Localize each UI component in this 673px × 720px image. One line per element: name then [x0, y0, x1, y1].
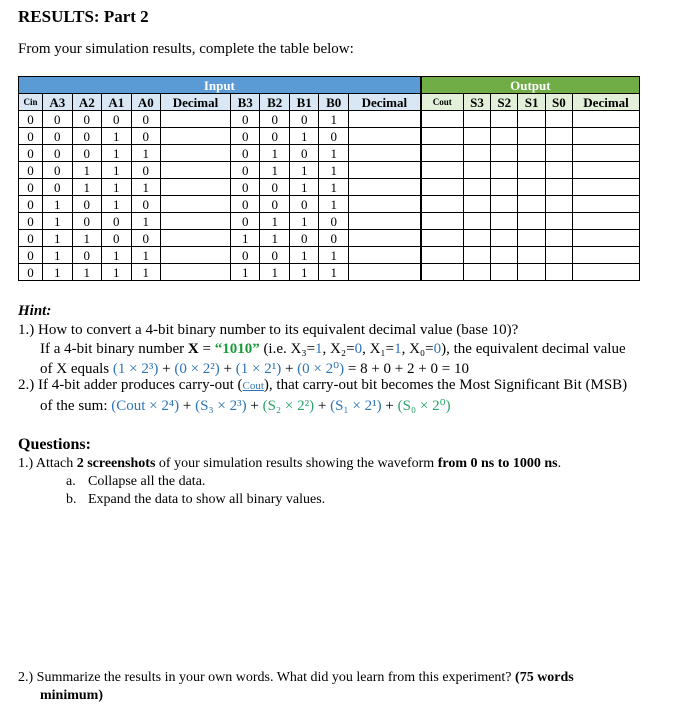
- table-cell: [573, 213, 640, 230]
- table-cell: 1: [319, 111, 349, 128]
- table-cell: 1: [102, 162, 132, 179]
- table-cell: [421, 213, 464, 230]
- hint-item-2-line-1: [18, 377, 627, 394]
- table-cell: [348, 162, 420, 179]
- table-cell: [573, 247, 640, 264]
- hint-sum-term: (S₃ × 2³): [195, 398, 247, 414]
- table-cell: 1: [260, 145, 290, 162]
- hint-title: Hint:: [18, 303, 52, 319]
- table-cell: 1: [72, 179, 102, 196]
- table-cell: [421, 247, 464, 264]
- hint-text: , X₁=: [362, 341, 395, 357]
- table-cell: [573, 179, 640, 196]
- table-cell: 1: [72, 162, 102, 179]
- table-cell: [518, 111, 545, 128]
- table-cell: [161, 145, 231, 162]
- hint-text: , X₀=: [401, 341, 434, 357]
- table-cell: 1: [289, 128, 319, 145]
- sub-text: Collapse all the data.: [88, 474, 206, 489]
- table-cell: [463, 230, 490, 247]
- table-cell: 1: [289, 264, 319, 281]
- hint-text: = 8 + 0 + 2 + 0 = 10: [344, 361, 469, 377]
- table-cell: 1: [289, 179, 319, 196]
- table-row: [19, 213, 640, 230]
- questions-title: Questions:: [18, 436, 91, 453]
- table-cell: 1: [72, 264, 102, 281]
- table-cell: [518, 179, 545, 196]
- hint-plus: +: [381, 398, 398, 414]
- hint-x3: 1: [315, 341, 323, 357]
- table-cell: [463, 196, 490, 213]
- table-cell: 1: [319, 179, 349, 196]
- table-cell: [491, 264, 518, 281]
- hint-text: ), that carry-out bit becomes the Most Significant Bit (MSB): [263, 377, 628, 393]
- table-cell: 1: [43, 213, 73, 230]
- column-header: S0: [545, 94, 572, 111]
- hint-item-1-line-1: [40, 341, 626, 358]
- table-cell: [421, 162, 464, 179]
- question-emphasis: 2 screenshots: [76, 456, 156, 471]
- table-cell: [421, 111, 464, 128]
- table-cell: [491, 247, 518, 264]
- hint-text: of X equals: [40, 361, 113, 377]
- hint-plus: +: [158, 361, 175, 377]
- table-cell: [573, 196, 640, 213]
- hint-cout: Cout: [242, 380, 264, 392]
- table-row: [19, 162, 640, 179]
- table-cell: 0: [43, 162, 73, 179]
- column-header: A1: [102, 94, 132, 111]
- column-header: B0: [319, 94, 349, 111]
- table-cell: [491, 128, 518, 145]
- table-cell: [161, 230, 231, 247]
- results-table: [18, 76, 640, 281]
- question-1b: [66, 492, 325, 508]
- hint-x0: 0: [433, 341, 442, 357]
- table-cell: 0: [319, 128, 349, 145]
- table-cell: 0: [43, 179, 73, 196]
- table-cell: 0: [260, 111, 290, 128]
- table-cell: [545, 213, 572, 230]
- table-cell: 1: [319, 247, 349, 264]
- table-cell: [348, 128, 420, 145]
- table-cell: [518, 128, 545, 145]
- sub-label: a.: [66, 474, 76, 489]
- table-cell: 0: [72, 196, 102, 213]
- table-cell: 0: [230, 145, 260, 162]
- table-cell: [463, 179, 490, 196]
- table-cell: [545, 111, 572, 128]
- question-1: [18, 456, 561, 472]
- table-cell: [518, 162, 545, 179]
- table-cell: [161, 264, 231, 281]
- table-cell: [421, 230, 464, 247]
- table-cell: 1: [319, 264, 349, 281]
- table-cell: 1: [131, 213, 161, 230]
- table-cell: 1: [102, 247, 132, 264]
- table-cell: [348, 213, 420, 230]
- table-cell: [573, 264, 640, 281]
- hint-sum-term: (Cout × 2⁴): [111, 398, 180, 414]
- table-cell: 1: [260, 162, 290, 179]
- table-body: [19, 111, 640, 281]
- table-cell: [421, 196, 464, 213]
- table-cell: [421, 264, 464, 281]
- page-title: RESULTS: Part 2: [18, 7, 149, 26]
- table-cell: [348, 230, 420, 247]
- table-cell: [491, 213, 518, 230]
- table-cell: [545, 196, 572, 213]
- table-cell: 1: [260, 264, 290, 281]
- table-cell: 0: [131, 196, 161, 213]
- table-cell: 0: [260, 179, 290, 196]
- table-cell: [545, 179, 572, 196]
- table-cell: [491, 111, 518, 128]
- column-header: Cin: [19, 94, 43, 111]
- question-emphasis: from 0 ns to 1000 ns: [437, 456, 558, 471]
- question-text: 2.) Summarize the results in your own words. What did you learn from this experiment?: [18, 670, 516, 685]
- table-cell: 1: [260, 230, 290, 247]
- table-cell: [463, 128, 490, 145]
- hint-plus: +: [314, 398, 331, 414]
- hint-text: (i.e. X₃=: [259, 341, 316, 357]
- table-cell: [348, 111, 420, 128]
- table-cell: [421, 179, 464, 196]
- table-row: [19, 128, 640, 145]
- table-cell: 1: [43, 264, 73, 281]
- hint-text: of the sum:: [40, 398, 112, 414]
- table-cell: [348, 247, 420, 264]
- column-header: A3: [43, 94, 73, 111]
- table-row: [19, 196, 640, 213]
- hint-text: 2.) If 4-bit adder produces carry-out (: [18, 377, 243, 393]
- question-2: [18, 670, 574, 686]
- hint-plus: +: [281, 361, 298, 377]
- table-cell: 0: [260, 247, 290, 264]
- table-cell: [161, 128, 231, 145]
- table-cell: 0: [19, 111, 43, 128]
- table-cell: 0: [319, 213, 349, 230]
- hint-binary-value: “1010”: [214, 341, 260, 357]
- table-cell: [518, 145, 545, 162]
- sub-text: Expand the data to show all binary values.: [88, 492, 326, 507]
- table-row: [19, 230, 640, 247]
- table-cell: 1: [102, 145, 132, 162]
- table-cell: 1: [131, 264, 161, 281]
- hint-item-2-line-2: [40, 396, 451, 415]
- table-row: [19, 145, 640, 162]
- table-cell: 0: [230, 179, 260, 196]
- table-cell: 1: [260, 213, 290, 230]
- table-row: [19, 264, 640, 281]
- table-cell: 0: [19, 196, 43, 213]
- table-cell: [463, 145, 490, 162]
- table-cell: 0: [72, 111, 102, 128]
- table-cell: 1: [72, 230, 102, 247]
- table-cell: 1: [131, 247, 161, 264]
- hint-sum-term: (S₂ × 2²): [262, 398, 315, 414]
- column-header: B1: [289, 94, 319, 111]
- table-cell: [491, 179, 518, 196]
- table-cell: [573, 145, 640, 162]
- table-cell: [545, 230, 572, 247]
- table-cell: 0: [131, 111, 161, 128]
- table-cell: [573, 128, 640, 145]
- column-header: Cout: [421, 94, 464, 111]
- column-header: S1: [518, 94, 545, 111]
- table-cell: 0: [230, 213, 260, 230]
- table-cell: [463, 162, 490, 179]
- hint-text: ), the equivalent decimal value: [441, 341, 626, 357]
- hint-x1: 1: [394, 341, 402, 357]
- table-cell: [161, 179, 231, 196]
- table-cell: [463, 264, 490, 281]
- table-cell: 0: [19, 213, 43, 230]
- table-cell: 1: [319, 196, 349, 213]
- hint-text: , X₂=: [322, 341, 355, 357]
- table-cell: 0: [102, 111, 132, 128]
- column-header: B2: [260, 94, 290, 111]
- table-cell: 0: [230, 196, 260, 213]
- table-cell: 0: [260, 196, 290, 213]
- input-header: Input: [19, 77, 421, 94]
- table-cell: [573, 230, 640, 247]
- table-cell: 0: [319, 230, 349, 247]
- table-cell: [518, 230, 545, 247]
- hint-plus: +: [219, 361, 236, 377]
- table-cell: 0: [102, 213, 132, 230]
- hint-text: If a 4-bit binary number: [40, 341, 188, 357]
- table-cell: 0: [72, 213, 102, 230]
- table-cell: 1: [102, 264, 132, 281]
- column-header-row: [19, 94, 640, 111]
- table-cell: [545, 247, 572, 264]
- hint-term: (0 × 2⁰): [297, 361, 345, 377]
- table-cell: 0: [19, 247, 43, 264]
- table-cell: [348, 179, 420, 196]
- question-text: 1.) Attach: [18, 456, 77, 471]
- table-cell: [518, 264, 545, 281]
- table-cell: 0: [131, 162, 161, 179]
- table-cell: [348, 264, 420, 281]
- table-cell: 0: [72, 145, 102, 162]
- table-cell: [161, 213, 231, 230]
- question-text: .: [557, 456, 562, 471]
- column-header: S3: [463, 94, 490, 111]
- table-cell: 1: [319, 145, 349, 162]
- table-cell: 1: [230, 230, 260, 247]
- table-cell: 0: [19, 128, 43, 145]
- table-cell: [463, 213, 490, 230]
- question-1a: [66, 474, 205, 490]
- table-cell: [545, 128, 572, 145]
- table-cell: [348, 196, 420, 213]
- hint-item-1-line-2: [40, 359, 469, 378]
- table-cell: 1: [319, 162, 349, 179]
- table-cell: [573, 111, 640, 128]
- table-cell: [573, 162, 640, 179]
- table-cell: 0: [131, 230, 161, 247]
- table-cell: 1: [43, 247, 73, 264]
- table-cell: [161, 111, 231, 128]
- column-header: Decimal: [573, 94, 640, 111]
- table-cell: 0: [43, 145, 73, 162]
- column-header: B3: [230, 94, 260, 111]
- table-cell: [518, 196, 545, 213]
- table-cell: [545, 145, 572, 162]
- hint-plus: +: [179, 398, 196, 414]
- table-cell: 0: [230, 128, 260, 145]
- table-cell: 0: [230, 162, 260, 179]
- table-cell: [161, 247, 231, 264]
- column-header: A2: [72, 94, 102, 111]
- intro-text: From your simulation results, complete the table below:: [18, 41, 354, 57]
- column-header: A0: [131, 94, 161, 111]
- hint-term: (1 × 2³): [112, 361, 159, 377]
- question-text: of your simulation results showing the waveform: [155, 456, 438, 471]
- hint-eq: =: [198, 341, 215, 357]
- table-cell: 1: [102, 128, 132, 145]
- table-row: [19, 247, 640, 264]
- table-cell: 0: [289, 230, 319, 247]
- table-cell: 0: [131, 128, 161, 145]
- table-cell: [491, 145, 518, 162]
- table-cell: 1: [43, 230, 73, 247]
- table-cell: 1: [43, 196, 73, 213]
- sub-label: b.: [66, 492, 77, 507]
- table-cell: [161, 162, 231, 179]
- table-cell: 1: [289, 213, 319, 230]
- table-cell: 0: [19, 264, 43, 281]
- table-cell: [348, 145, 420, 162]
- hint-x: X: [187, 341, 199, 357]
- table-cell: 0: [230, 247, 260, 264]
- table-cell: [518, 247, 545, 264]
- table-cell: [161, 196, 231, 213]
- hint-sum-term: (S₁ × 2¹): [330, 398, 382, 414]
- table-cell: [421, 128, 464, 145]
- table-cell: 0: [72, 128, 102, 145]
- hint-x2: 0: [354, 341, 363, 357]
- column-header: Decimal: [161, 94, 231, 111]
- question-emphasis: (75 words: [515, 670, 574, 685]
- table-cell: 0: [289, 145, 319, 162]
- table-cell: [463, 247, 490, 264]
- table-cell: 1: [102, 179, 132, 196]
- table-cell: 1: [289, 247, 319, 264]
- table-cell: [463, 111, 490, 128]
- table-cell: 0: [102, 230, 132, 247]
- table-cell: 0: [43, 111, 73, 128]
- table-cell: 0: [230, 111, 260, 128]
- hint-item-1: 1.) How to convert a 4-bit binary number to its equivalent decimal value (base 10)?: [18, 322, 519, 338]
- table-cell: [518, 213, 545, 230]
- table-cell: 0: [19, 145, 43, 162]
- column-header: Decimal: [348, 94, 420, 111]
- hint-sum-term: (S₀ × 2⁰): [397, 398, 451, 414]
- table-cell: [491, 230, 518, 247]
- hint-term: (1 × 2¹): [235, 361, 282, 377]
- table-cell: 0: [43, 128, 73, 145]
- table-cell: 0: [289, 196, 319, 213]
- table-cell: 1: [289, 162, 319, 179]
- table-cell: 1: [131, 145, 161, 162]
- output-header: Output: [421, 77, 640, 94]
- table-cell: [491, 162, 518, 179]
- table-cell: 1: [102, 196, 132, 213]
- column-header: S2: [491, 94, 518, 111]
- table-cell: 0: [260, 128, 290, 145]
- table-cell: [421, 145, 464, 162]
- question-2-cont: minimum): [40, 688, 103, 703]
- hint-plus: +: [246, 398, 263, 414]
- table-cell: [545, 162, 572, 179]
- table-row: [19, 179, 640, 196]
- table-cell: [545, 264, 572, 281]
- hint-term: (0 × 2²): [174, 361, 220, 377]
- table-cell: 0: [72, 247, 102, 264]
- table-cell: 1: [230, 264, 260, 281]
- table-row: [19, 111, 640, 128]
- table-cell: 0: [289, 111, 319, 128]
- table-cell: 0: [19, 162, 43, 179]
- table-cell: 1: [131, 179, 161, 196]
- table-cell: [491, 196, 518, 213]
- table-cell: 0: [19, 230, 43, 247]
- table-cell: 0: [19, 179, 43, 196]
